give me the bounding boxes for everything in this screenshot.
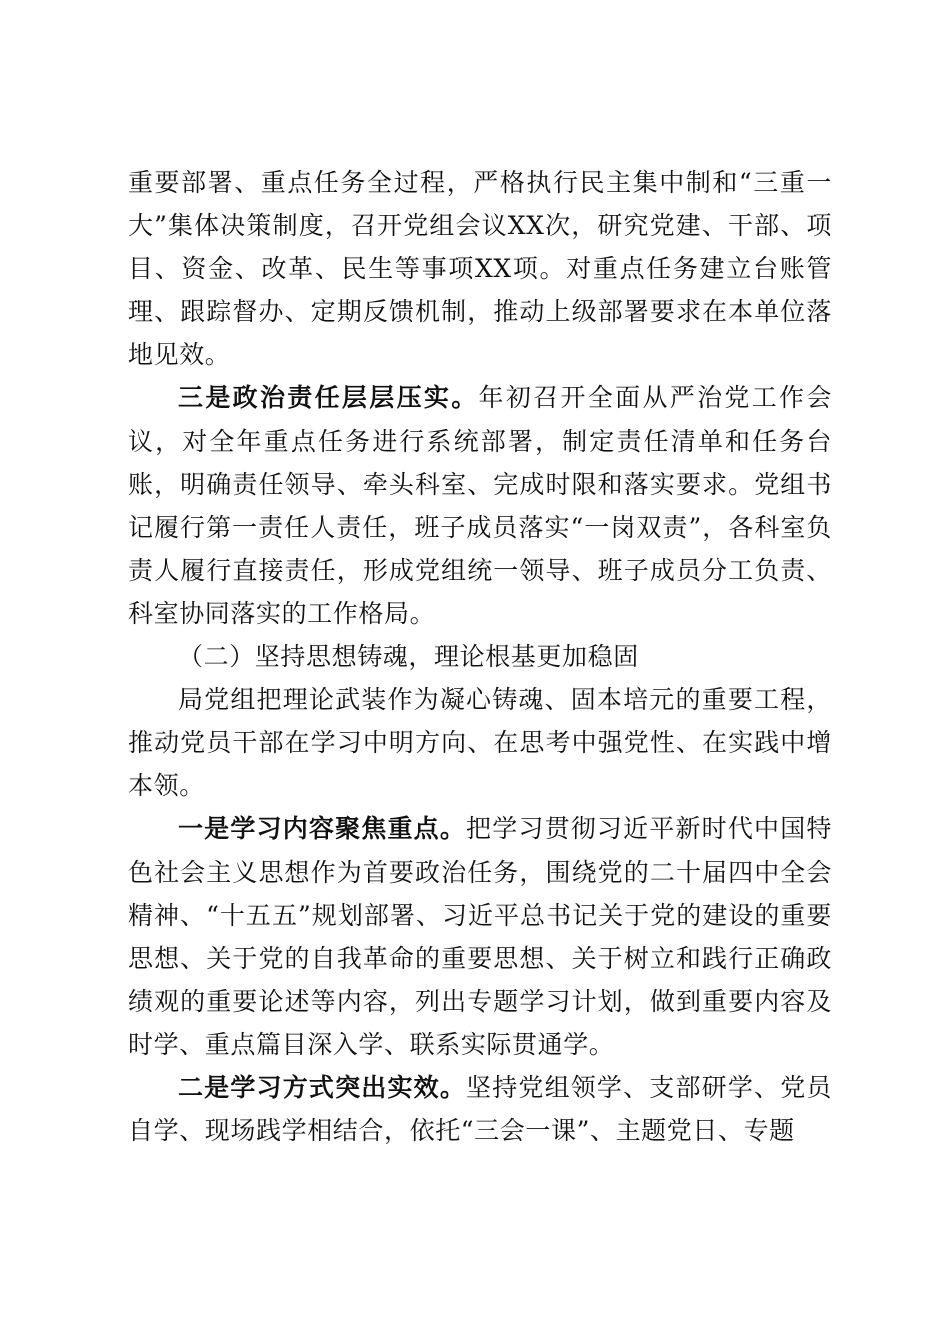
paragraph-lead: 一是学习内容聚焦重点。 [178, 814, 467, 844]
paragraph-study-method [128, 1066, 832, 1152]
paragraph-lead: 三是政治责任层层压实。 [178, 383, 479, 413]
paragraph-text: 局党组把理论武装作为凝心铸魂、固本培元的重要工程，推动党员干部在学习中明方向、在思考中强党性、在实践中增本领。 [128, 685, 832, 801]
paragraph-lead: 二是学习方式突出实效。 [178, 1072, 467, 1102]
paragraph-text: 把学习贯彻习近平新时代中国特色社会主义思想作为首要政治任务，围绕党的二十届四中全会精神、“十五五”规划部署、习近平总书记关于党的建设的重要思想、关于党的自我革命的重要思想、关于树立和践行正确政绩观的重要论述等内容，列出专题学习计划，做到重要内容及时学、重点篇目深入学、联系实际贯通学。 [128, 814, 832, 1059]
section-heading: （二）坚持思想铸魂，理论根基更加稳固 [178, 642, 639, 672]
paragraph-continuation [128, 161, 832, 376]
document-body [128, 161, 832, 1152]
paragraph-text: 重要部署、重点任务全过程，严格执行民主集中制和“三重一大”集体决策制度，召开党组会议XX次，研究党建、干部、项目、资金、改革、民生等事项XX项。对重点任务建立台账管理、跟踪督办、定期反馈机制，推动上级部署要求在本单位落地见效。 [128, 168, 832, 370]
paragraph-text: 年初召开全面从严治党工作会议，对全年重点任务进行系统部署，制定责任清单和任务台账，明确责任领导、牵头科室、完成时限和落实要求。党组书记履行第一责任人责任，班子成员落实“一岗双责”，各科室负责人履行直接责任，形成党组统一领导、班子成员分工负责、科室协同落实的工作格局。 [128, 383, 832, 628]
paragraph-political-responsibility [128, 376, 832, 635]
paragraph-theory-intro [128, 678, 832, 807]
paragraph-study-content [128, 807, 832, 1066]
paragraph-text: 坚持党组领学、支部研学、党员自学、现场践学相结合，依托“三会一课”、主题党日、专题 [128, 1072, 832, 1146]
